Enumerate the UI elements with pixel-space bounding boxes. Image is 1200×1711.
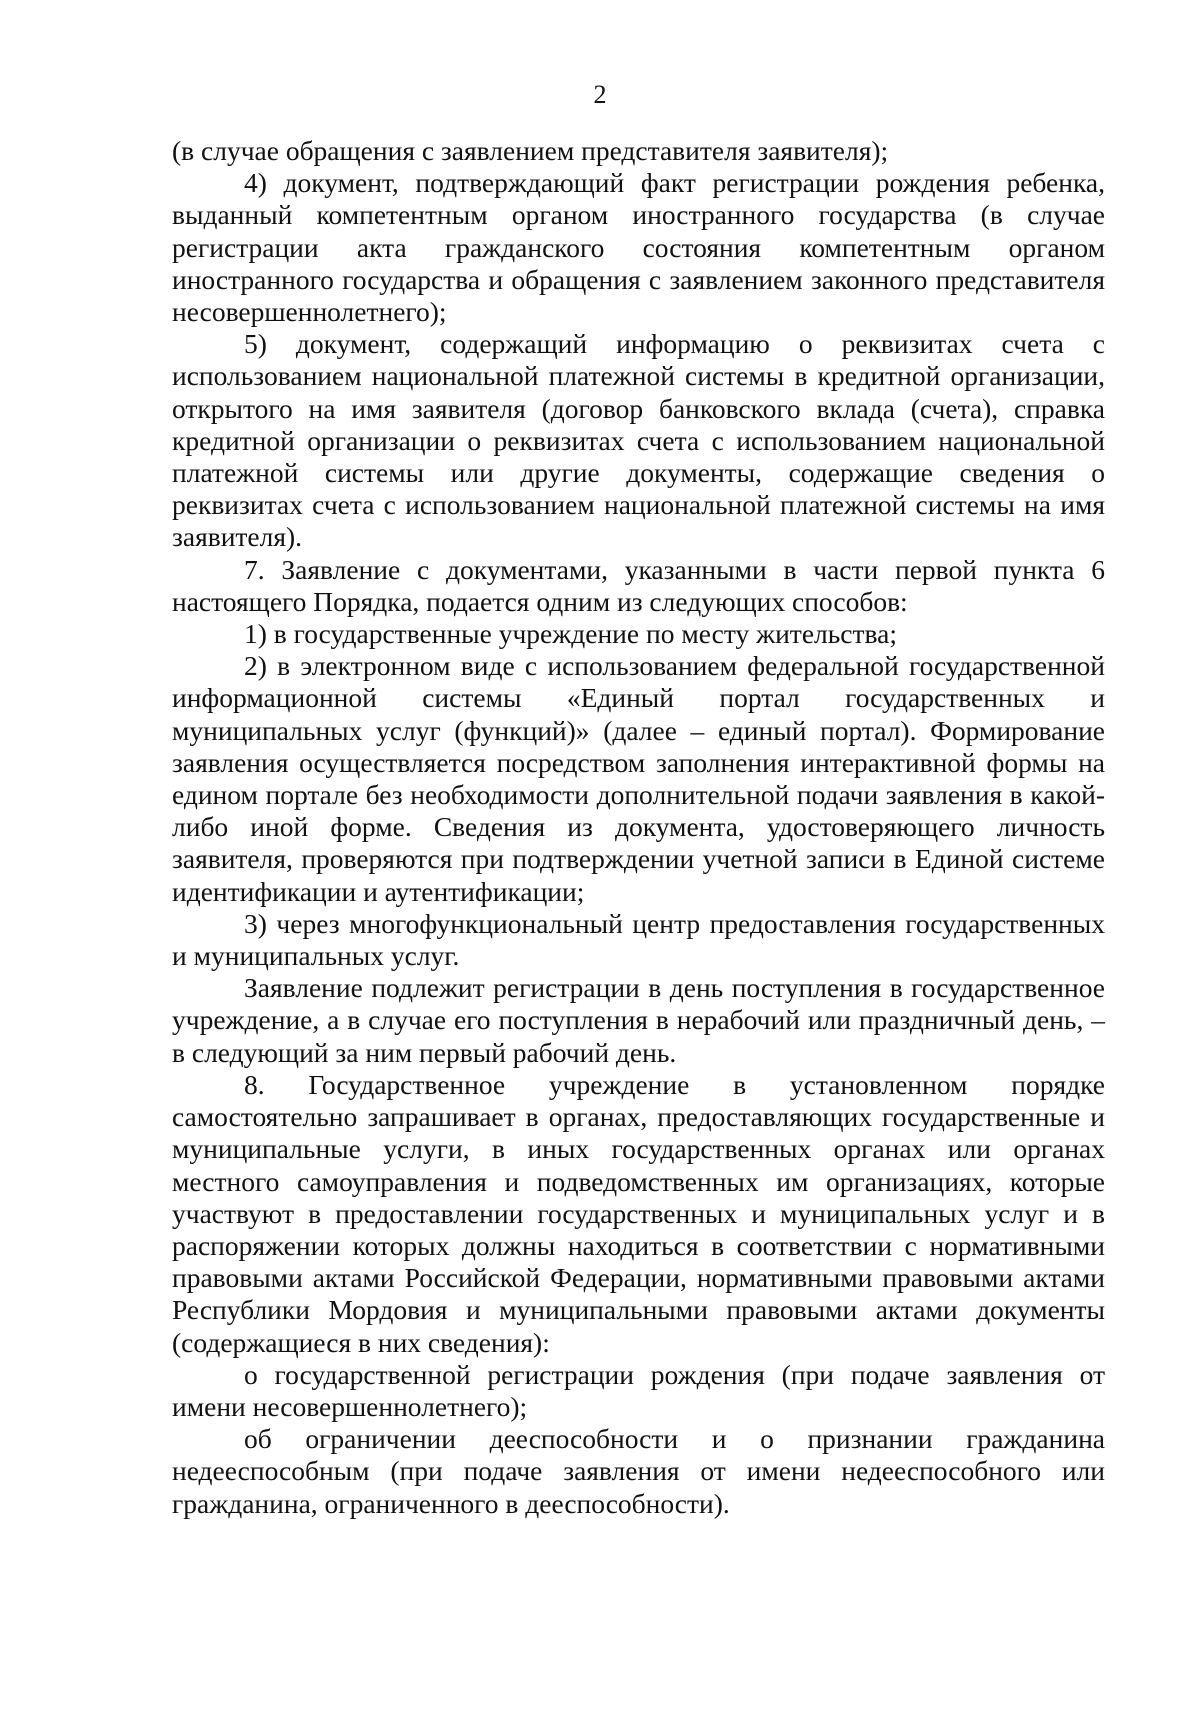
paragraph-clause-8: 8. Государственное учреждение в установленном порядке самостоятельно запрашивает в органах, предоставляющих государственные и муниципальные услуги, в иных государственных органах или органах местного самоуправления и подведомственных им организациях, которые участвуют в предоставлении государственных и муниципальных услуг и в распоряжении которых должны находиться в соответствии с нормативными правовыми актами Российской Федерации, нормативными правовыми актами Республики Мордовия и муниципальными правовыми актами документы (содержащиеся в них сведения): bbox=[172, 1068, 1105, 1358]
document-body bbox=[172, 135, 1105, 1520]
paragraph-clause-7: 7. Заявление с документами, указанными в части первой пункта 6 настоящего Порядка, подается одним из следующих способов: bbox=[172, 553, 1105, 617]
paragraph-item-4: 4) документ, подтверждающий факт регистрации рождения ребенка, выданный компетентным органом иностранного государства (в случае регистрации акта гражданского состояния компетентным органом иностранного государства и обращения с заявлением законного представителя несовершеннолетнего); bbox=[172, 167, 1105, 328]
paragraph-method-2: 2) в электронном виде с использованием федеральной государственной информационной системы «Единый портал государственных и муниципальных услуг (функций)» (далее – единый портал). Формирование заявления осуществляется посредством заполнения интерактивной формы на едином портале без необходимости дополнительной подачи заявления в какой-либо иной форме. Сведения из документа, удостоверяющего личность заявителя, проверяются при подтверждении учетной записи в Единой системе идентификации и аутентификации; bbox=[172, 650, 1105, 907]
paragraph-item-5: 5) документ, содержащий информацию о реквизитах счета с использованием национальной платежной системы в кредитной организации, открытого на имя заявителя (договор банковского вклада (счета), справка кредитной организации о реквизитах счета с использованием национальной платежной системы или другие документы, содержащие сведения о реквизитах счета с использованием национальной платежной системы на имя заявителя). bbox=[172, 328, 1105, 553]
paragraph-birth-registration: о государственной регистрации рождения (при подаче заявления от имени несовершеннолетнего); bbox=[172, 1358, 1105, 1422]
paragraph-method-3: 3) через многофункциональный центр предоставления государственных и муниципальных услуг. bbox=[172, 907, 1105, 972]
paragraph-registration: Заявление подлежит регистрации в день поступления в государственное учреждение, а в случае его поступления в нерабочий или праздничный день, – в следующий за ним первый рабочий день. bbox=[172, 972, 1105, 1068]
paragraph-method-1: 1) в государственные учреждение по месту жительства; bbox=[244, 618, 897, 650]
paragraph-incapacity: об ограничении дееспособности и о признании гражданина недееспособным (при подаче заявления от имени недееспособного или гражданина, ограниченного в дееспособности). bbox=[172, 1423, 1105, 1519]
paragraph-continuation: (в случае обращения с заявлением представителя заявителя); bbox=[172, 135, 889, 166]
page-number: 2 bbox=[593, 80, 607, 109]
